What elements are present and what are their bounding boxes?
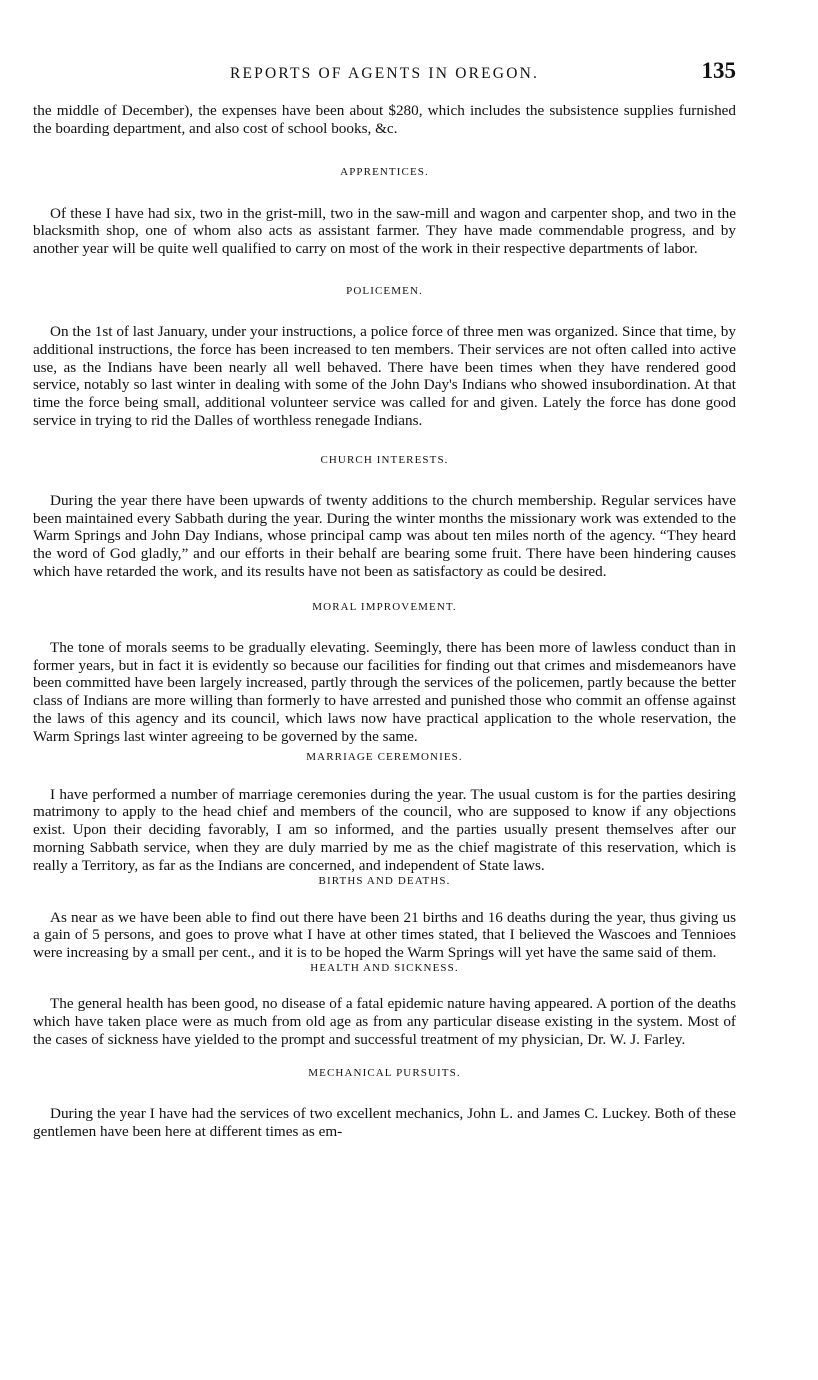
paragraph-moral-improvement: The tone of morals seems to be gradually elevating. Seemingly, there has been more of lawless conduct than in former years, but in fact it is evidently so because our facilities for finding out that crimes and misdemeanors have been committed have been largely increased, partly through the services of the policemen, partly because the better class of Indians are more willing than formerly to have arrested and punished those who commit an offense against the laws of this agency and its council, which laws now have practical application to the whole reservation, the Warm Springs last winter agreeing to be governed by the same. <box>33 638 736 745</box>
paragraph-marriage-ceremonies: I have performed a number of marriage ceremonies during the year. The usual custom is for the parties desiring matrimony to apply to the head chief and members of the council, who are supposed to know if any objections exist. Upon their deciding favorably, I am so informed, and the parties usually present themselves after our morning Sabbath service, when they are duly married by me as the chief magistrate of this reservation, which is really a Territory, as far as the Indians are concerned, and independent of State laws. <box>33 785 736 874</box>
continued-paragraph: the middle of December), the expenses have been about $280, which includes the subsistence supplies furnished the boarding department, and also cost of school books, &c. <box>33 102 736 137</box>
heading-mechanical-pursuits: MECHANICAL PURSUITS. <box>308 1067 461 1080</box>
heading-health-and-sickness: HEALTH AND SICKNESS. <box>310 961 459 974</box>
running-title: REPORTS OF AGENTS IN OREGON. <box>229 65 540 82</box>
heading-apprentices: APPRENTICES. <box>340 165 429 178</box>
paragraph-births-and-deaths: As near as we have been able to find out there have been 21 births and 16 deaths during the year, thus giving us a gain of 5 persons, and goes to prove what I have at other times stated, that I believed the Wascoes and Tennioes were increasing by a small per cent., and it is to be hoped the Warm Springs will yet have the same said of them. <box>33 908 736 962</box>
running-header <box>33 58 736 88</box>
heading-church-interests: CHURCH INTERESTS. <box>320 453 449 466</box>
heading-policemen: POLICEMEN. <box>346 284 423 297</box>
page-number: 135 <box>701 58 736 83</box>
heading-marriage-ceremonies: MARRIAGE CEREMONIES. <box>306 750 463 763</box>
paragraph-health-and-sickness: The general health has been good, no disease of a fatal epidemic nature having appeared. A portion of the deaths which have taken place were as much from old age as from any particular disease existing in the system. Most of the cases of sickness have yielded to the prompt and successful treatment of my physician, Dr. W. J. Farley. <box>33 994 736 1048</box>
paragraph-church-interests: During the year there have been upwards of twenty additions to the church membership. Regular services have been maintained every Sabbath during the year. During the winter months the missionary work was extended to the Warm Springs and John Day Indians, whose principal camp was about ten miles north of the agency. “They heard the word of God gladly,” and our efforts in their behalf are bearing some fruit. There have been hindering causes which have retarded the work, and its results have not been as satisfactory as could be desired. <box>33 491 736 580</box>
document-page <box>33 58 736 1141</box>
paragraph-policemen: On the 1st of last January, under your instructions, a police force of three men was organized. Since that time, by additional instructions, the force has been increased to ten members. Their services are not often called into active use, as the Indians have been nearly all well behaved. There have been times when they have rendered good service, notably so last winter in dealing with some of the John Day's Indians who showed insubordination. At that time the force being small, additional volunteer service was called for and given. Lately the force has done good service in trying to rid the Dalles of worthless renegade Indians. <box>33 322 736 429</box>
paragraph-apprentices: Of these I have had six, two in the grist-mill, two in the saw-mill and wagon and carpenter shop, and two in the blacksmith shop, one of whom also acts as assistant farmer. They have made commendable progress, and by another year will be quite well qualified to carry on most of the work in their respective departments of labor. <box>33 204 736 258</box>
heading-moral-improvement: MORAL IMPROVEMENT. <box>312 600 457 613</box>
heading-births-and-deaths: BIRTHS AND DEATHS. <box>318 874 451 887</box>
paragraph-mechanical-pursuits: During the year I have had the services of two excellent mechanics, John L. and James C. Luckey. Both of these gentlemen have been here at different times as em- <box>33 1105 736 1141</box>
